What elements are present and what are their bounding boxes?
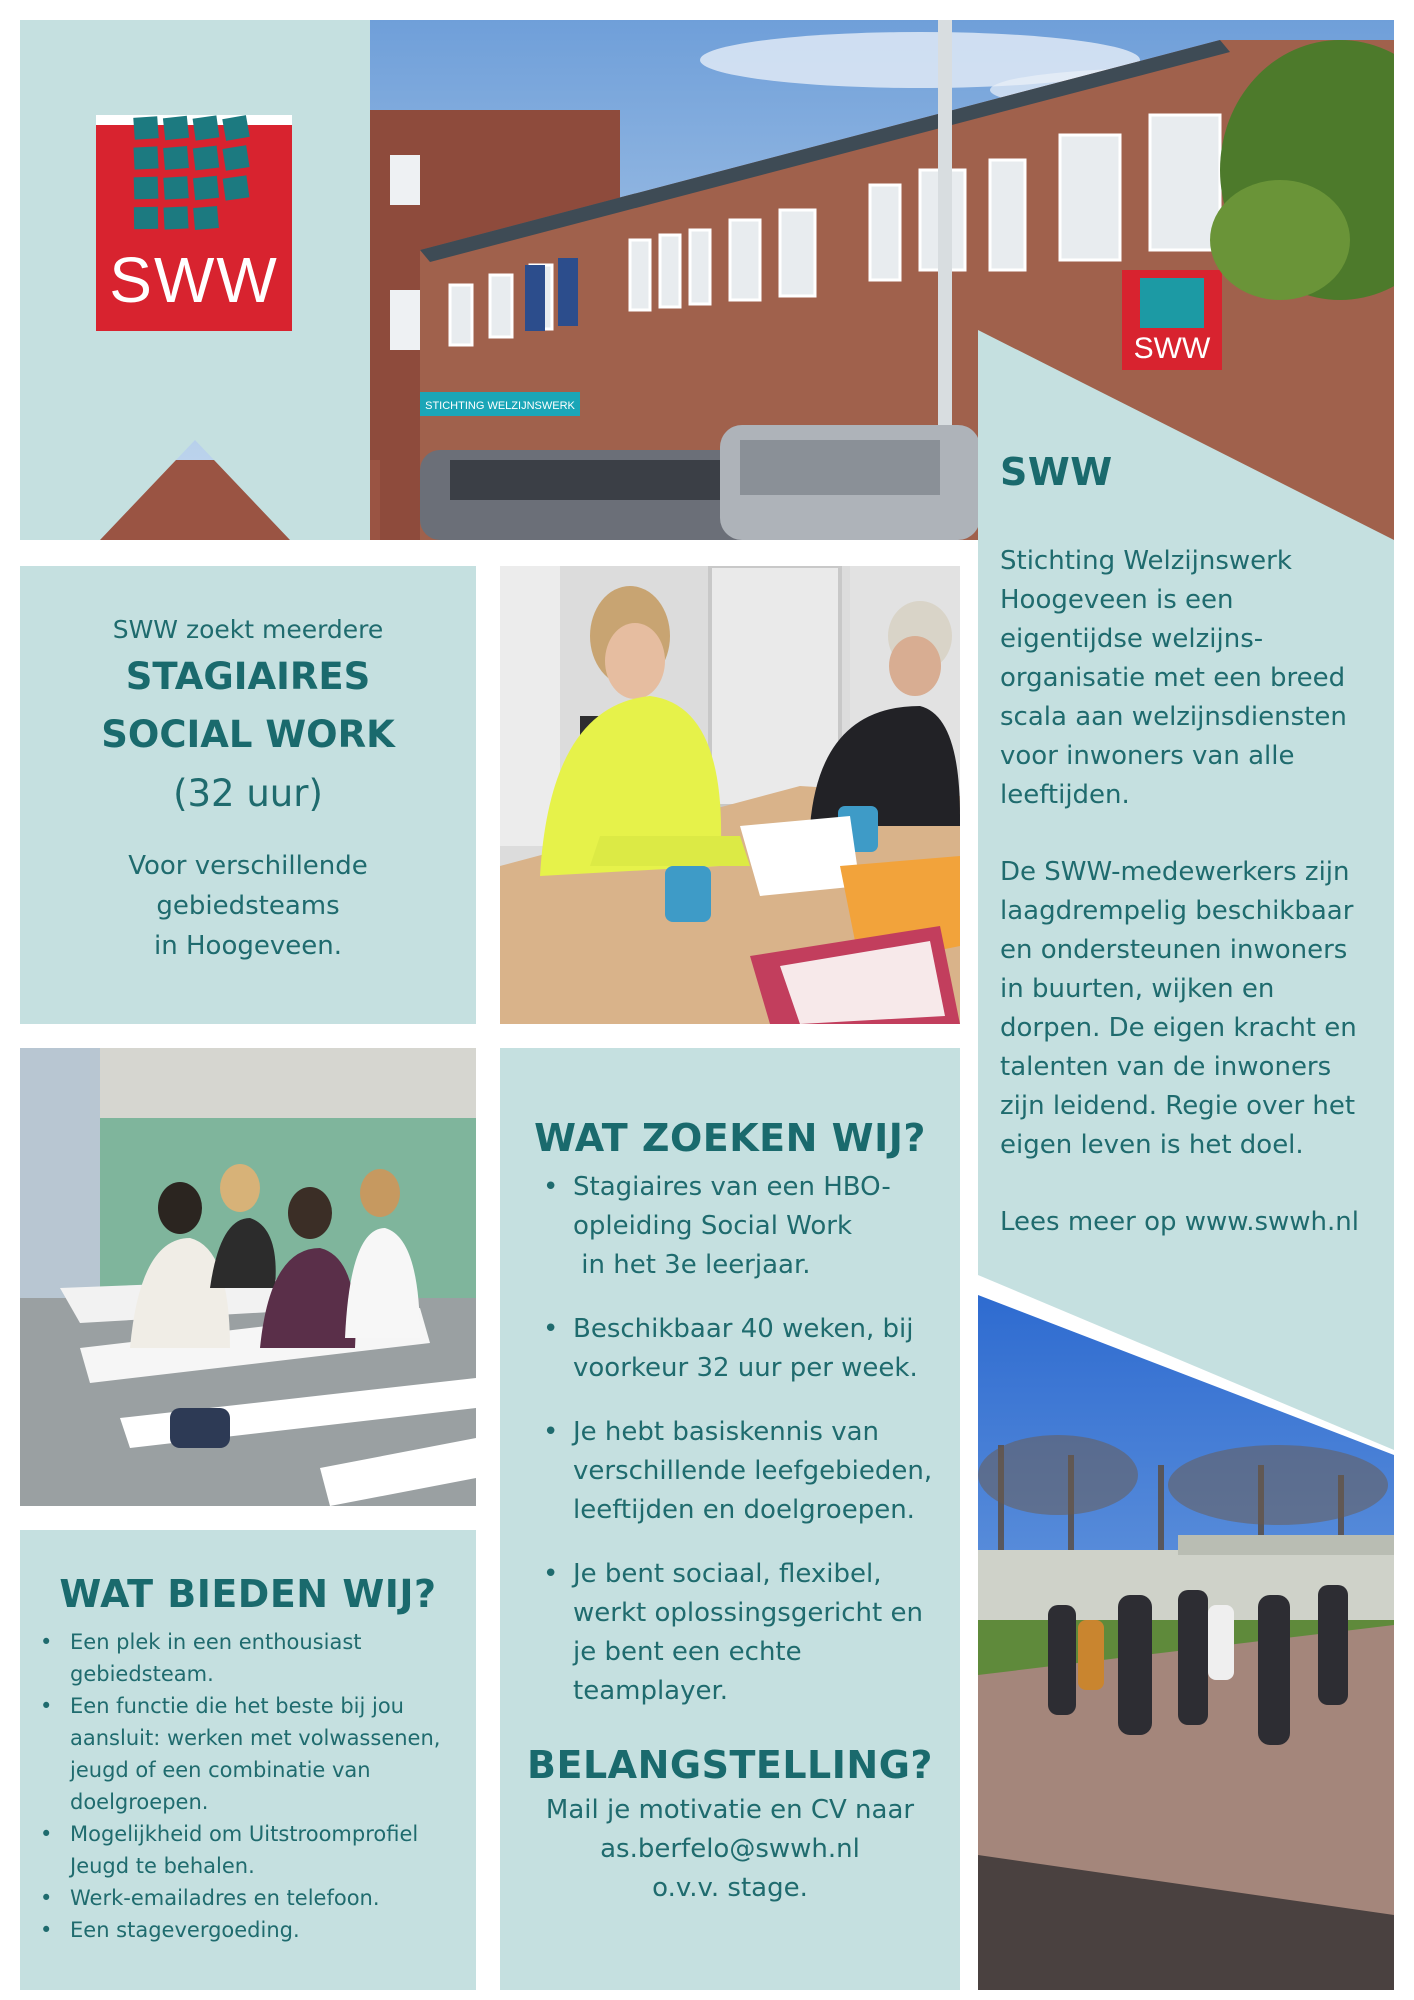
seek-item-line: • Beschikbaar 40 weken, bij [573, 1314, 914, 1344]
seek-item-line: voorkeur 32 uur per week. [573, 1353, 918, 1383]
offer-section [20, 1568, 476, 1946]
intro-sub-2: gebiedsteams [156, 891, 340, 921]
offer-item-line: Jeugd te behalen. [70, 1854, 255, 1878]
seek-item-line: • Je bent sociaal, flexibel, [573, 1559, 882, 1589]
offer-list [70, 1626, 476, 1946]
seek-item [573, 1413, 960, 1530]
seek-list [573, 1168, 960, 1711]
offer-item [70, 1626, 476, 1690]
about-p1-line: leeftijden. [1000, 780, 1130, 810]
seek-item [573, 1310, 960, 1388]
seek-item-line: • Stagiaires van een HBO- [573, 1172, 891, 1202]
about-p2-line: in buurten, wijken en [1000, 974, 1275, 1004]
seek-heading: WAT ZOEKEN WIJ? [534, 1116, 926, 1160]
about-more-link[interactable]: Lees meer op www.swwh.nl [1000, 1207, 1359, 1237]
about-p1-line: Hoogeveen is een [1000, 585, 1234, 615]
about-p1-line: scala aan welzijnsdiensten [1000, 702, 1347, 732]
seek-item-line: teamplayer. [573, 1676, 729, 1706]
intro-hours: (32 uur) [173, 772, 323, 815]
seek-item-line: • Je hebt basiskennis van [573, 1417, 880, 1447]
about-p1-line: organisatie met een breed [1000, 663, 1346, 693]
seek-item-line: opleiding Social Work [573, 1211, 853, 1241]
seek-item-line: verschillende leefgebieden, [573, 1456, 933, 1486]
wall-logo-text: SWW [1133, 332, 1211, 365]
intro-title-1: STAGIAIRES [125, 655, 371, 698]
seek-item-line: leeftijden en doelgroepen. [573, 1495, 915, 1525]
seek-item-line: werkt oplossingsgericht en [573, 1598, 923, 1628]
offer-heading: WAT BIEDEN WIJ? [59, 1572, 437, 1616]
offer-item-line: • Een plek in een enthousiast [70, 1630, 362, 1654]
offer-item-line: doelgroepen. [70, 1790, 209, 1814]
offer-item-line: • Mogelijkheid om Uitstroomprofiel [70, 1822, 419, 1846]
about-p2-line: en ondersteunen inwoners [1000, 935, 1348, 965]
about-p2-line: zijn leidend. Regie over het [1000, 1091, 1356, 1121]
logo-text: SWW [109, 244, 279, 316]
about-paragraph-2 [1000, 853, 1390, 1165]
sww-logo [96, 115, 292, 331]
seek-item-line: je bent een echte [573, 1637, 802, 1667]
interest-text [500, 1791, 960, 1908]
about-p1-line: Stichting Welzijnswerk [1000, 546, 1292, 576]
about-p2-line: laagdrempelig beschikbaar [1000, 896, 1354, 926]
walking-photo [978, 1295, 1394, 1990]
offer-item [70, 1690, 476, 1818]
offer-item-line: jeugd of een combinatie van [70, 1758, 371, 1782]
intro-sub-1: Voor verschillende [128, 851, 368, 881]
about-heading: SWW [1000, 450, 1113, 494]
offer-item-line: • Een functie die het beste bij jou [70, 1694, 404, 1718]
offer-item-line: • Werk-emailadres en telefoon. [70, 1886, 380, 1910]
offer-item [70, 1818, 476, 1882]
intro-line1: SWW zoekt meerdere [112, 615, 384, 644]
about-p2-line: talenten van de inwoners [1000, 1052, 1332, 1082]
offer-item-line: aansluit: werken met volwassenen, [70, 1726, 441, 1750]
about-p1-line: eigentijdse welzijns- [1000, 624, 1264, 654]
about-p1-line: voor inwoners van alle [1000, 741, 1295, 771]
about-p2-line: dorpen. De eigen kracht en [1000, 1013, 1357, 1043]
offer-item [70, 1882, 476, 1914]
offer-item [70, 1914, 476, 1946]
seek-section [500, 1112, 960, 1908]
intro-title-2: SOCIAL WORK [101, 713, 395, 756]
seek-item [573, 1555, 960, 1711]
interest-line3: o.v.v. stage. [652, 1873, 808, 1903]
about-p2-line: eigen leven is het doel. [1000, 1130, 1304, 1160]
offer-item-line: • Een stagevergoeding. [70, 1918, 300, 1942]
seek-item-line: in het 3e leerjaar. [573, 1250, 811, 1280]
interest-email[interactable]: as.berfelo@swwh.nl [600, 1834, 860, 1864]
offer-item-line: gebiedsteam. [70, 1662, 214, 1686]
meeting-photo [500, 566, 960, 1024]
about-section [1000, 450, 1390, 1242]
students-photo [20, 1048, 476, 1506]
about-p2-line: De SWW-medewerkers zijn [1000, 857, 1350, 887]
intro-section [20, 612, 476, 966]
interest-line1: Mail je motivatie en CV naar [545, 1795, 915, 1825]
intro-sub-3: in Hoogeveen. [154, 931, 342, 961]
about-paragraph-1 [1000, 542, 1390, 815]
building-sign-text: STICHTING WELZIJNSWERK [425, 400, 575, 412]
interest-heading: BELANGSTELLING? [527, 1743, 933, 1787]
seek-item [573, 1168, 960, 1285]
